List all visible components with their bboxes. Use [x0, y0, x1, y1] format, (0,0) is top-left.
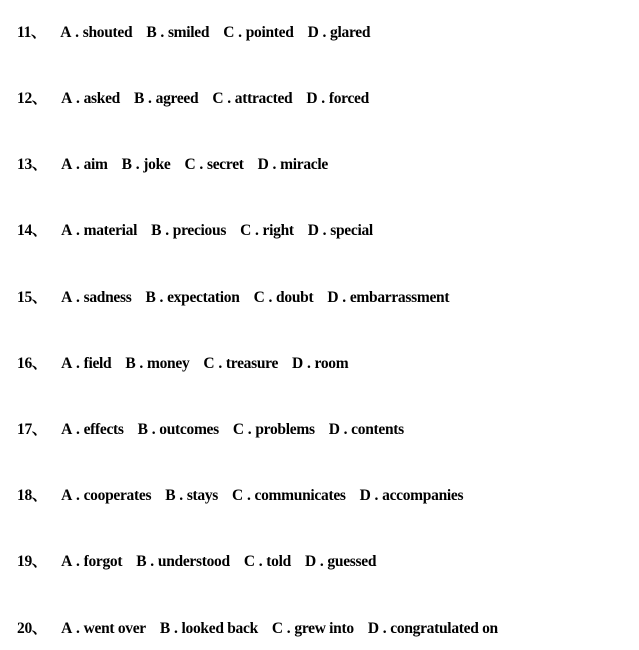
- option-letter: B: [159, 620, 170, 637]
- option-text: shouted: [82, 24, 133, 41]
- option-dot: .: [76, 355, 80, 372]
- option-dot: .: [151, 421, 156, 438]
- question-number: 19、: [17, 553, 48, 570]
- option-d: [308, 24, 371, 41]
- option-text: went over: [83, 620, 146, 637]
- question-19: [17, 551, 376, 573]
- option-text: grew into: [294, 620, 354, 637]
- option-text: glared: [330, 24, 371, 41]
- option-dot: .: [342, 289, 346, 306]
- question-number: 12、: [17, 90, 48, 107]
- option-c: [240, 222, 294, 239]
- option-letter: B: [165, 487, 176, 504]
- question-number: 14、: [17, 222, 48, 239]
- option-d: [292, 355, 348, 372]
- option-text: treasure: [225, 355, 279, 372]
- option-dot: .: [238, 24, 242, 41]
- option-text: understood: [157, 553, 230, 570]
- option-dot: .: [76, 289, 80, 306]
- option-letter: A: [61, 487, 73, 504]
- option-c: [272, 620, 354, 637]
- option-letter: A: [61, 222, 73, 239]
- option-c: [203, 355, 278, 372]
- option-letter: A: [61, 620, 73, 637]
- option-dot: .: [306, 355, 311, 372]
- option-letter: C: [212, 90, 224, 107]
- option-letter: B: [134, 90, 145, 107]
- option-text: cooperates: [83, 487, 152, 504]
- option-text: embarrassment: [349, 289, 450, 306]
- option-dot: .: [148, 90, 152, 107]
- option-b: [122, 156, 171, 173]
- option-text: secret: [207, 156, 244, 173]
- option-dot: .: [76, 553, 80, 570]
- option-letter: D: [307, 24, 319, 41]
- option-dot: .: [76, 620, 80, 637]
- option-text: expectation: [167, 289, 240, 306]
- question-number: 17、: [17, 421, 48, 438]
- option-dot: .: [319, 553, 324, 570]
- option-letter: C: [253, 289, 265, 306]
- option-dot: .: [218, 355, 222, 372]
- option-text: pointed: [245, 24, 294, 41]
- question-20: [17, 618, 498, 640]
- question-12: [17, 88, 369, 110]
- option-a: [61, 487, 151, 504]
- option-dot: .: [179, 487, 183, 504]
- question-15: [17, 287, 449, 309]
- option-dot: .: [286, 620, 291, 637]
- option-dot: .: [75, 24, 79, 41]
- question-16: [17, 353, 348, 375]
- option-dot: .: [135, 156, 140, 173]
- option-text: aim: [83, 156, 108, 173]
- option-letter: D: [367, 620, 379, 637]
- option-text: effects: [83, 421, 124, 438]
- option-text: sadness: [83, 289, 132, 306]
- option-text: guessed: [327, 553, 377, 570]
- option-letter: B: [145, 289, 156, 306]
- option-letter: B: [125, 355, 136, 372]
- option-d: [305, 553, 376, 570]
- option-dot: .: [76, 222, 80, 239]
- option-dot: .: [165, 222, 169, 239]
- option-dot: .: [247, 421, 252, 438]
- option-b: [134, 90, 198, 107]
- option-letter: A: [61, 421, 73, 438]
- option-dot: .: [150, 553, 154, 570]
- option-letter: A: [61, 553, 73, 570]
- option-dot: .: [199, 156, 203, 173]
- option-c: [233, 421, 315, 438]
- option-c: [212, 90, 292, 107]
- option-letter: D: [304, 553, 316, 570]
- option-dot: .: [246, 487, 251, 504]
- option-letter: D: [257, 156, 269, 173]
- option-d: [360, 487, 464, 504]
- option-text: looked back: [181, 620, 258, 637]
- option-d: [327, 289, 449, 306]
- option-letter: D: [327, 289, 339, 306]
- option-c: [185, 156, 244, 173]
- option-b: [136, 553, 230, 570]
- option-text: stays: [186, 487, 219, 504]
- option-dot: .: [322, 24, 327, 41]
- option-letter: B: [121, 156, 132, 173]
- question-number: 13、: [17, 156, 48, 173]
- option-letter: A: [61, 355, 73, 372]
- option-text: accompanies: [382, 487, 464, 504]
- option-text: communicates: [254, 487, 346, 504]
- option-a: [60, 24, 132, 41]
- option-dot: .: [173, 620, 178, 637]
- option-dot: .: [258, 553, 263, 570]
- option-letter: B: [136, 553, 147, 570]
- option-letter: D: [292, 355, 303, 372]
- option-b: [160, 620, 258, 637]
- option-a: [61, 289, 131, 306]
- option-letter: C: [184, 156, 196, 173]
- option-c: [244, 553, 291, 570]
- option-text: money: [147, 355, 190, 372]
- option-text: smiled: [167, 24, 210, 41]
- option-text: attracted: [234, 90, 293, 107]
- option-dot: .: [76, 421, 80, 438]
- option-d: [258, 156, 328, 173]
- question-number: 20、: [17, 620, 48, 637]
- option-d: [306, 90, 369, 107]
- option-dot: .: [374, 487, 379, 504]
- option-dot: .: [76, 90, 80, 107]
- option-dot: .: [272, 156, 277, 173]
- option-dot: .: [343, 421, 348, 438]
- option-text: contents: [351, 421, 404, 438]
- option-a: [61, 355, 111, 372]
- option-letter: C: [232, 487, 243, 504]
- option-text: field: [83, 355, 112, 372]
- option-text: asked: [83, 90, 120, 107]
- option-text: right: [262, 222, 294, 239]
- option-text: agreed: [155, 90, 199, 107]
- option-text: doubt: [276, 289, 314, 306]
- option-text: precious: [172, 222, 227, 239]
- option-text: forgot: [83, 553, 123, 570]
- option-d: [329, 421, 404, 438]
- option-dot: .: [254, 222, 259, 239]
- option-letter: D: [306, 90, 318, 107]
- option-dot: .: [160, 24, 164, 41]
- option-letter: A: [60, 24, 72, 41]
- option-dot: .: [159, 289, 164, 306]
- option-b: [146, 24, 209, 41]
- option-dot: .: [227, 90, 231, 107]
- question-number: 15、: [17, 289, 48, 306]
- option-b: [145, 289, 239, 306]
- option-letter: B: [137, 421, 148, 438]
- option-letter: A: [61, 156, 73, 173]
- question-18: [17, 485, 463, 507]
- option-a: [61, 553, 122, 570]
- option-a: [61, 222, 137, 239]
- option-a: [61, 620, 146, 637]
- question-11: [17, 22, 370, 44]
- option-text: forced: [328, 90, 369, 107]
- option-c: [254, 289, 314, 306]
- option-text: material: [83, 222, 138, 239]
- question-number: 11、: [17, 24, 47, 41]
- option-text: room: [314, 355, 349, 372]
- option-dot: .: [321, 90, 325, 107]
- option-letter: D: [328, 421, 340, 438]
- option-letter: C: [232, 421, 244, 438]
- option-a: [61, 421, 124, 438]
- option-dot: .: [382, 620, 387, 637]
- option-text: told: [266, 553, 291, 570]
- question-13: [17, 154, 328, 176]
- option-letter: B: [146, 24, 157, 41]
- question-number: 16、: [17, 355, 48, 372]
- option-dot: .: [76, 487, 80, 504]
- option-text: special: [330, 222, 373, 239]
- option-b: [151, 222, 226, 239]
- option-text: miracle: [280, 156, 328, 173]
- option-c: [232, 487, 346, 504]
- option-letter: A: [61, 90, 73, 107]
- option-dot: .: [268, 289, 273, 306]
- question-number: 18、: [17, 487, 48, 504]
- option-text: problems: [255, 421, 315, 438]
- option-a: [61, 90, 120, 107]
- option-d: [368, 620, 498, 637]
- option-letter: C: [240, 222, 251, 239]
- option-letter: D: [307, 222, 319, 239]
- option-dot: .: [139, 355, 143, 372]
- option-d: [308, 222, 373, 239]
- option-text: congratulated on: [390, 620, 498, 637]
- option-dot: .: [76, 156, 80, 173]
- option-text: joke: [143, 156, 171, 173]
- option-letter: C: [203, 355, 215, 372]
- option-c: [223, 24, 293, 41]
- option-letter: B: [151, 222, 162, 239]
- option-text: outcomes: [159, 421, 219, 438]
- option-b: [138, 421, 219, 438]
- question-14: [17, 220, 373, 242]
- option-a: [61, 156, 108, 173]
- option-letter: C: [243, 553, 255, 570]
- option-dot: .: [322, 222, 327, 239]
- option-letter: A: [61, 289, 73, 306]
- question-17: [17, 419, 404, 441]
- option-b: [165, 487, 218, 504]
- option-b: [125, 355, 189, 372]
- option-letter: C: [271, 620, 283, 637]
- option-letter: D: [359, 487, 371, 504]
- option-letter: C: [223, 24, 235, 41]
